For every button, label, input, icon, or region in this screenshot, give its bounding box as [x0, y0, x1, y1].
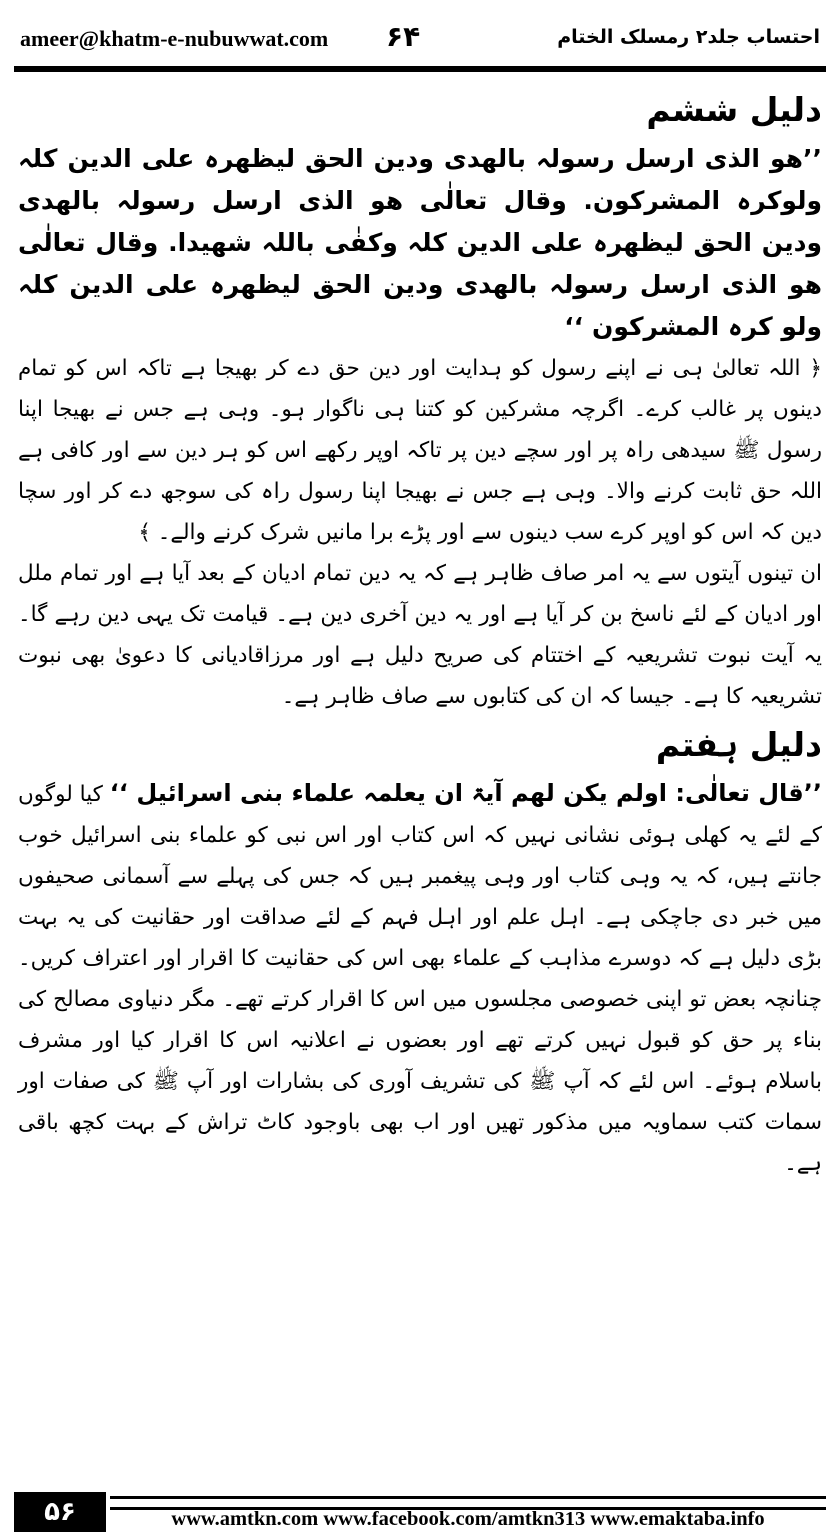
- page-footer: [14, 1492, 826, 1534]
- paragraph-dalil-7: [18, 773, 822, 1184]
- arabic-quote-dalil-7: ’’قال تعالٰی: اولم یکن لھم آیۃ ان یعلمہ علماء بنی اسرائیل ‘‘: [109, 779, 822, 807]
- translation-dalil-6: ﴿ اللہ تعالیٰ ہی نے اپنے رسول کو ہدایت اور دین حق دے کر بھیجا ہے تاکہ اس کو تمام دینوں پر غالب کرے۔ اگرچہ مشرکین کو کتنا ہی ناگوار ہو۔ وہی ہے جس نے بھیجا اپنا رسول ﷺ سیدھی راہ پر اور سچے دین پر تاکہ اوپر رکھے اس کو ہر دین سے اور کافی ہے اللہ حق ثابت کرنے والا۔ وہی ہے جس نے بھیجا اپنا رسول راہ کی سوجھ دے کر اور سچا دین کہ اس کو اوپر کرے سب دینوں سے اور پڑے برا مانیں شرک کرنے والے۔ ﴾: [18, 356, 822, 545]
- text-dalil-7: کیا لوگوں کے لئے یہ کھلی ہوئی نشانی نہیں کہ اس کتاب اور اس نبی کو علماء بنی اسرائیل خوب جانتے ہیں، کہ یہ وہی کتاب اور وہی پیغمبر ہیں کہ جس کی پہلے سے آسمانی صحیفوں میں خبر دی جاچکی ہے۔ اہل علم اور اہل فہم کے لئے صداقت اور حقانیت کی یہ بہت بڑی دلیل ہے کہ دوسرے مذاہب کے علماء بھی اس کی حقانیت کا اقرار اور اعتراف کریں۔ چنانچہ بعض تو اپنی خصوصی مجلسوں میں اس کا اقرار کرتے تھے۔ مگر دنیاوی مصالح کی بناء پر حق کو قبول نہیں کرتے تھے اور بعضوں نے اعلانیہ اس کا اقرار کیا اور مشرف باسلام ہوئے۔ اس لئے کہ آپ ﷺ کی تشریف آوری کی بشارات اور آپ ﷺ کی صفات اور سمات کتب سماویہ میں مذکور تھیں اور اب بھی باوجود کاٹ تراش کے بہت کچھ باقی ہے۔: [18, 782, 822, 1176]
- arabic-verses-dalil-6: ’’ھو الذی ارسل رسولہ بالھدی ودین الحق لیظھرہ علی الدین کلہ ولوکرہ المشرکون. وقال تعالٰی ھو الذی ارسل رسولہ بالھدی ودین الحق لیظھرہ علی الدین کلہ وکفٰی باللہ شھیدا. وقال تعالٰی ھو الذی ارسل رسولہ بالھدی ودین الحق لیظھرہ علی الدین کلہ ولو کرہ المشرکون ‘‘: [18, 144, 822, 341]
- page-content: [18, 82, 822, 1184]
- commentary-dalil-6: ان تینوں آیتوں سے یہ امر صاف ظاہر ہے کہ یہ دین تمام ادیان کے بعد آیا ہے اور تمام ملل اور ادیان کے لئے ناسخ بن کر آیا ہے اور یہ دین آخری دین ہے۔ قیامت تک یہی دین رہے گا۔ یہ آیت نبوت تشریعیہ کے اختتام کی صریح دلیل ہے اور مرزاقادیانی کا دعویٰ بھی نبوت تشریعیہ کا ہے۔ جیسا کہ ان کی کتابوں سے صاف ظاہر ہے۔: [18, 561, 822, 709]
- page-header: [14, 20, 826, 64]
- header-book-title: احتساب جلد۲ رمسلک الختام: [557, 26, 820, 48]
- header-rule: [14, 66, 826, 72]
- heading-dalil-7: دلیل ہفتم: [655, 725, 822, 764]
- footer-page-number: ۵۶: [14, 1492, 106, 1532]
- footer-links: www.amtkn.com www.facebook.com/amtkn313 www.emaktaba.info: [171, 1508, 765, 1530]
- heading-dalil-6: دلیل ششم: [646, 90, 822, 129]
- header-page-number: ۶۴: [386, 20, 421, 53]
- header-email: ameer@khatm-e-nubuwwat.com: [20, 26, 329, 51]
